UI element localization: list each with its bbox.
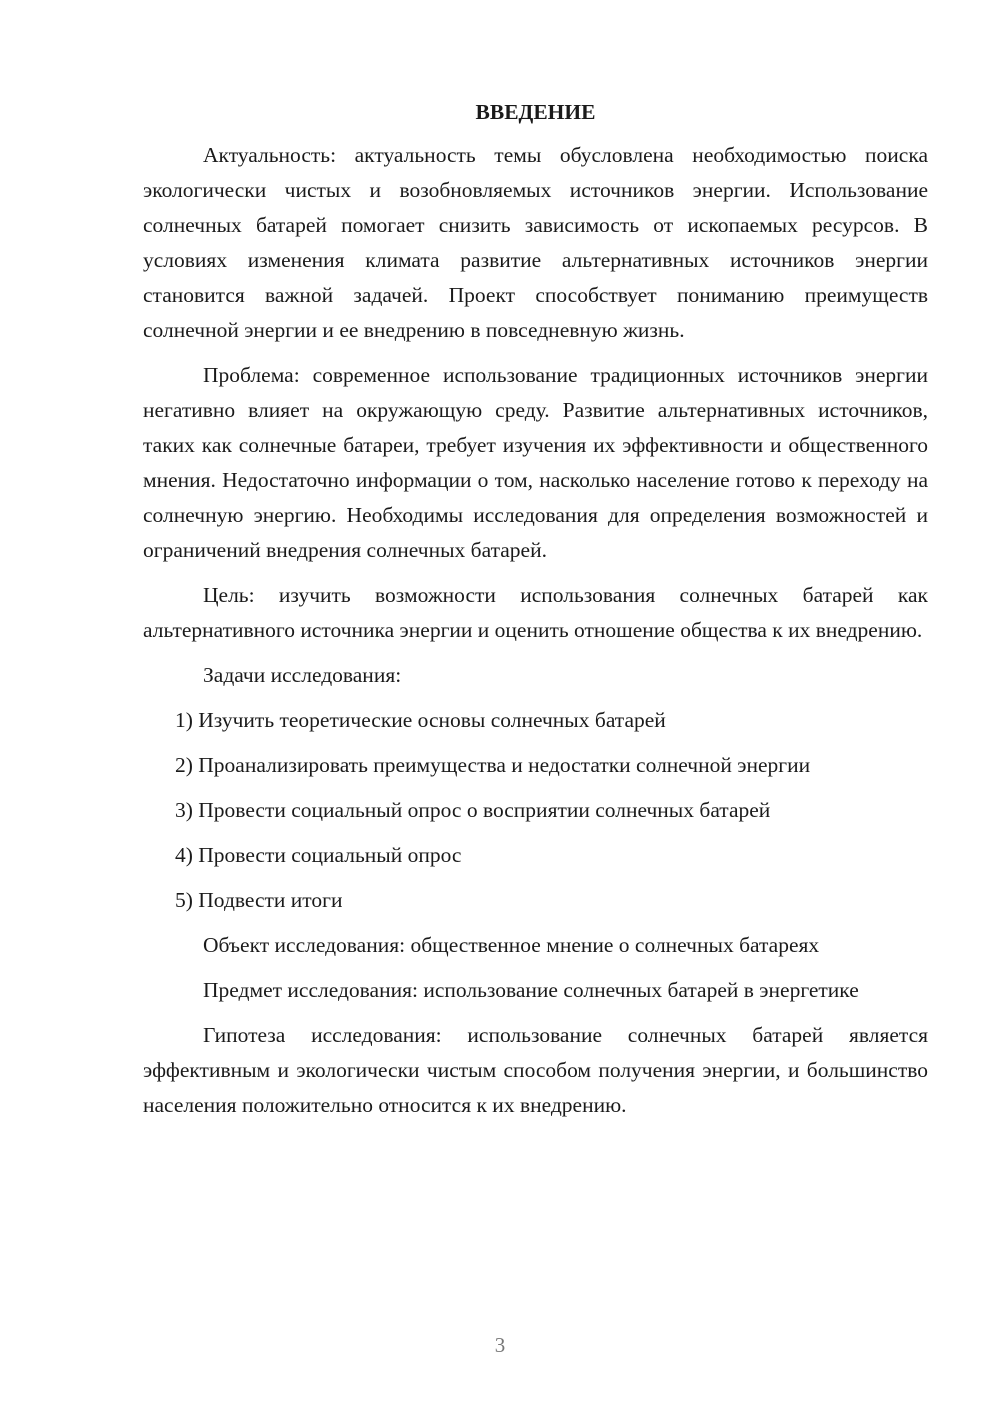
task-item: 1) Изучить теоретические основы солнечных батарей bbox=[175, 708, 666, 732]
goal-paragraph: Цель: изучить возможности использования солнечных батарей как альтернативного источника энергии и оценить отношение общества к их внедрению. bbox=[143, 583, 928, 642]
section-title: ВВЕДЕНИЕ bbox=[475, 100, 596, 124]
object-paragraph: Объект исследования: общественное мнение о солнечных батареях bbox=[203, 933, 820, 957]
document-page bbox=[143, 96, 928, 1133]
hypothesis-paragraph: Гипотеза исследования: использование солнечных батарей является эффективным и экологически чистым способом получения энергии, и большинство населения положительно относится к их внедрению. bbox=[143, 1023, 928, 1117]
problem-paragraph: Проблема: современное использование традиционных источников энергии негативно влияет на окружающую среду. Развитие альтернативных источников, таких как солнечные батареи, требует изучения их эффективности и общественного мнения. Недостаточно информации о том, насколько население готово к переходу на солнечную энергию. Необходимы исследования для определения возможностей и ограничений внедрения солнечных батарей. bbox=[143, 363, 928, 562]
task-item: 4) Провести социальный опрос bbox=[175, 843, 462, 867]
page-number: 3 bbox=[494, 1333, 506, 1357]
task-item: 3) Провести социальный опрос о восприятии солнечных батарей bbox=[175, 798, 771, 822]
task-item: 2) Проанализировать преимущества и недостатки солнечной энергии bbox=[175, 753, 811, 777]
task-item: 5) Подвести итоги bbox=[175, 888, 343, 912]
subject-paragraph: Предмет исследования: использование солнечных батарей в энергетике bbox=[203, 978, 859, 1002]
relevance-paragraph: Актуальность: актуальность темы обусловлена необходимостью поиска экологически чистых и возобновляемых источников энергии. Использование солнечных батарей помогает снизить зависимость от ископаемых ресурсов. В условиях изменения климата развитие альтернативных источников энергии становится важной задачей. Проект способствует пониманию преимуществ солнечной энергии и ее внедрению в повседневную жизнь. bbox=[143, 143, 928, 342]
tasks-list bbox=[143, 703, 928, 918]
tasks-heading: Задачи исследования: bbox=[203, 663, 402, 687]
